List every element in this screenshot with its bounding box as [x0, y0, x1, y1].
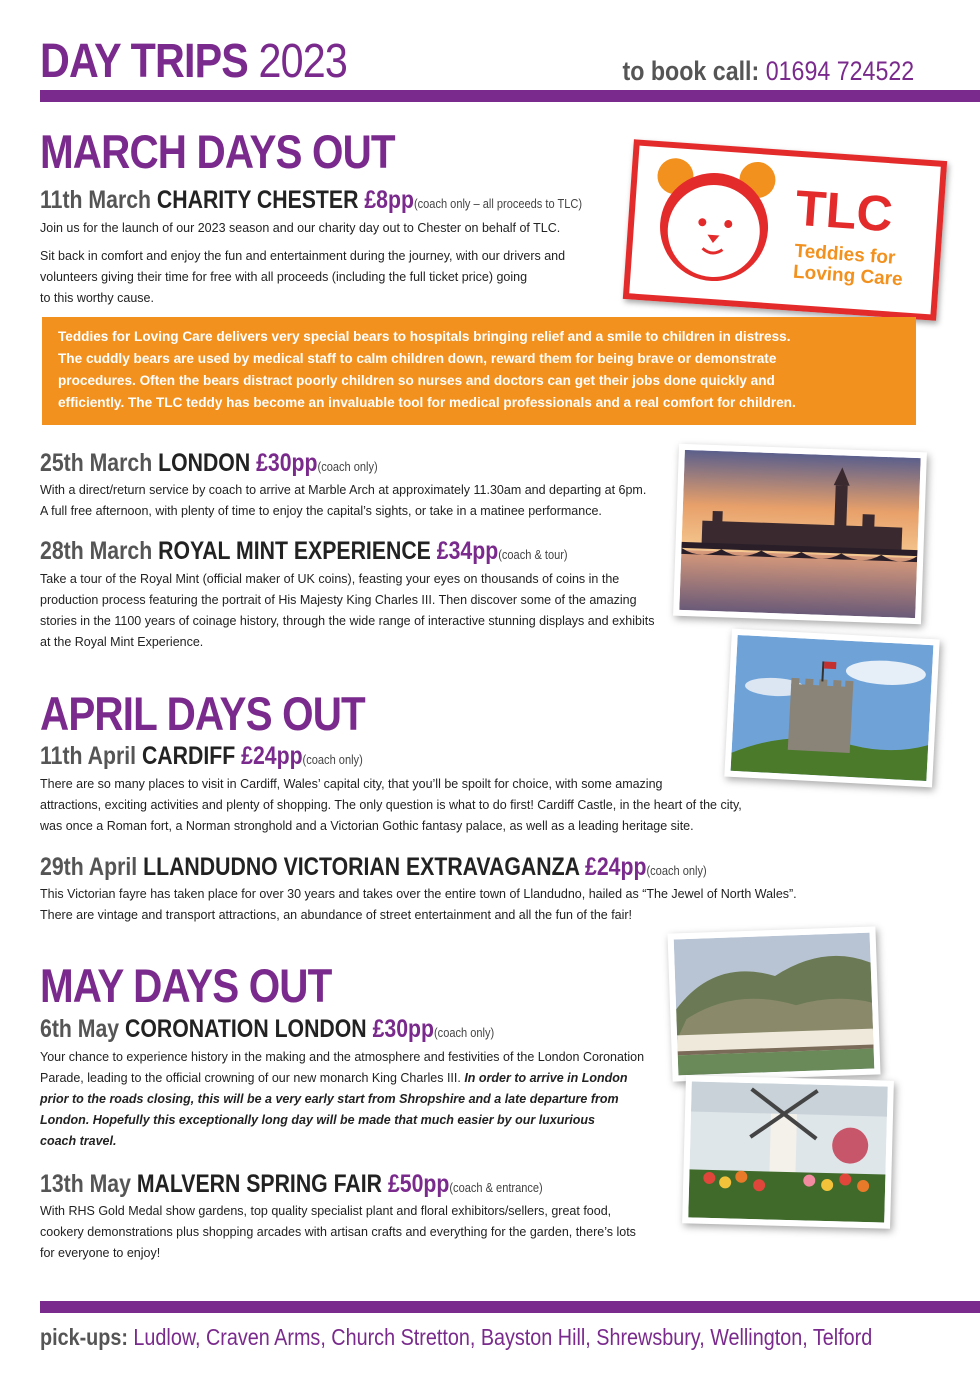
- cardiff-castle-photo: [724, 629, 939, 788]
- trip-cardiff-desc: There are so many places to visit in Cardiff, Wales’ capital city, that you’ll be spoilt for choice, with some amazing attractions, exciting activities and plenty of shopping. The only question is what to do first! Cardiff Castle, in the heart of the city, was once a Roman fort, a Norman stronghold and a Victorian Gothic fantasy palace, as well as a leading heritage site.: [40, 777, 742, 833]
- malvern-flowers-photo: [682, 1075, 894, 1228]
- trip-royal-mint-title: 28th March ROYAL MINT EXPERIENCE £34pp(coach & tour): [40, 537, 568, 565]
- pickup-locations: pick-ups: Ludlow, Craven Arms, Church Stretton, Bayston Hill, Shrewsbury, Wellington, Telford: [40, 1324, 873, 1350]
- trip-royal-mint-desc: Take a tour of the Royal Mint (official maker of UK coins), feasting your eyes on thousands of coins in the production process featuring the portrait of His Majesty King Charles III. Then discover some of the amazing stories in the 1100 years of coinage history, through the wide range of interactive stunning displays and exhibits at the Royal Mint Experience.: [40, 572, 655, 649]
- booking-phone: to book call: 01694 724522: [622, 56, 914, 86]
- footer-divider: [40, 1301, 980, 1313]
- april-heading: APRIL DAYS OUT: [40, 687, 365, 740]
- trip-coronation-title: 6th May CORONATION LONDON £30pp(coach only): [40, 1015, 495, 1043]
- tlc-logo-subtitle: Teddies for Loving Care: [792, 240, 904, 291]
- tlc-logo-text: TLC: [793, 179, 895, 243]
- llandudno-photo: [667, 926, 880, 1081]
- trip-llandudno-title: 29th April LLANDUDNO VICTORIAN EXTRAVAGANZA £24pp(coach only): [40, 853, 707, 881]
- trip-london-desc: With a direct/return service by coach to arrive at Marble Arch at approximately 11.30am and departing at 6pm. A full free afternoon, with plenty of time to enjoy the capital’s sights, or take in a matinee performance.: [40, 483, 647, 518]
- page-title: DAY TRIPS 2023: [40, 35, 347, 88]
- may-heading: MAY DAYS OUT: [40, 959, 332, 1012]
- trip-malvern-desc: With RHS Gold Medal show gardens, top quality specialist plant and floral exhibitors/sellers, great food, cookery demonstrations plus shopping arcades with artisan crafts and everything for the garden, there’s lots for everyone to enjoy!: [40, 1204, 636, 1260]
- trip-chester-desc: Join us for the launch of our 2023 season and our charity day out to Chester on behalf of TLC. Sit back in comfort and enjoy the fun and entertainment during the journey, with our drivers and volunteers giving their time for free with all proceeds (including the full ticket price) going to this worthy cause.: [40, 221, 566, 305]
- trip-cardiff-title: 11th April CARDIFF £24pp(coach only): [40, 742, 363, 770]
- trip-llandudno-desc: This Victorian fayre has taken place for over 30 years and takes over the entire town of Llandudno, hailed as “The Jewel of North Wales”. There are vintage and transport attractions, an abundance of street entertainment and all the fun of the fair!: [40, 887, 797, 922]
- trip-chester-title: 11th March CHARITY CHESTER £8pp(coach only – all proceeds to TLC): [40, 186, 583, 214]
- march-heading: MARCH DAYS OUT: [40, 125, 395, 178]
- tlc-logo: [623, 139, 947, 321]
- trip-malvern-title: 13th May MALVERN SPRING FAIR £50pp(coach & entrance): [40, 1170, 543, 1198]
- header-divider: [40, 90, 980, 102]
- london-photo: [673, 444, 927, 625]
- trip-coronation-desc: Your chance to experience history in the making and the atmosphere and festivities of the London Coronation Parade, leading to the official crowning of our new monarch King Charles III. In order to arrive in London prior to the roads closing, this will be a very early start from Shropshire and a late departure from London. Hopefully this exceptionally long day will be made that much easier by our luxurious coach travel.: [40, 1050, 645, 1148]
- tlc-info-box: Teddies for Loving Care delivers very special bears to hospitals bringing relief and a smile to children in distress. The cuddly bears are used by medical staff to calm children down, reward them for being brave or demonstrate procedures. Often the bears distract poorly children so nurses and doctors can get their jobs done quickly and efficiently. The TLC teddy has become an invaluable tool for medical professionals and a real comfort for children.: [42, 317, 916, 425]
- trip-london-title: 25th March LONDON £30pp(coach only): [40, 449, 378, 477]
